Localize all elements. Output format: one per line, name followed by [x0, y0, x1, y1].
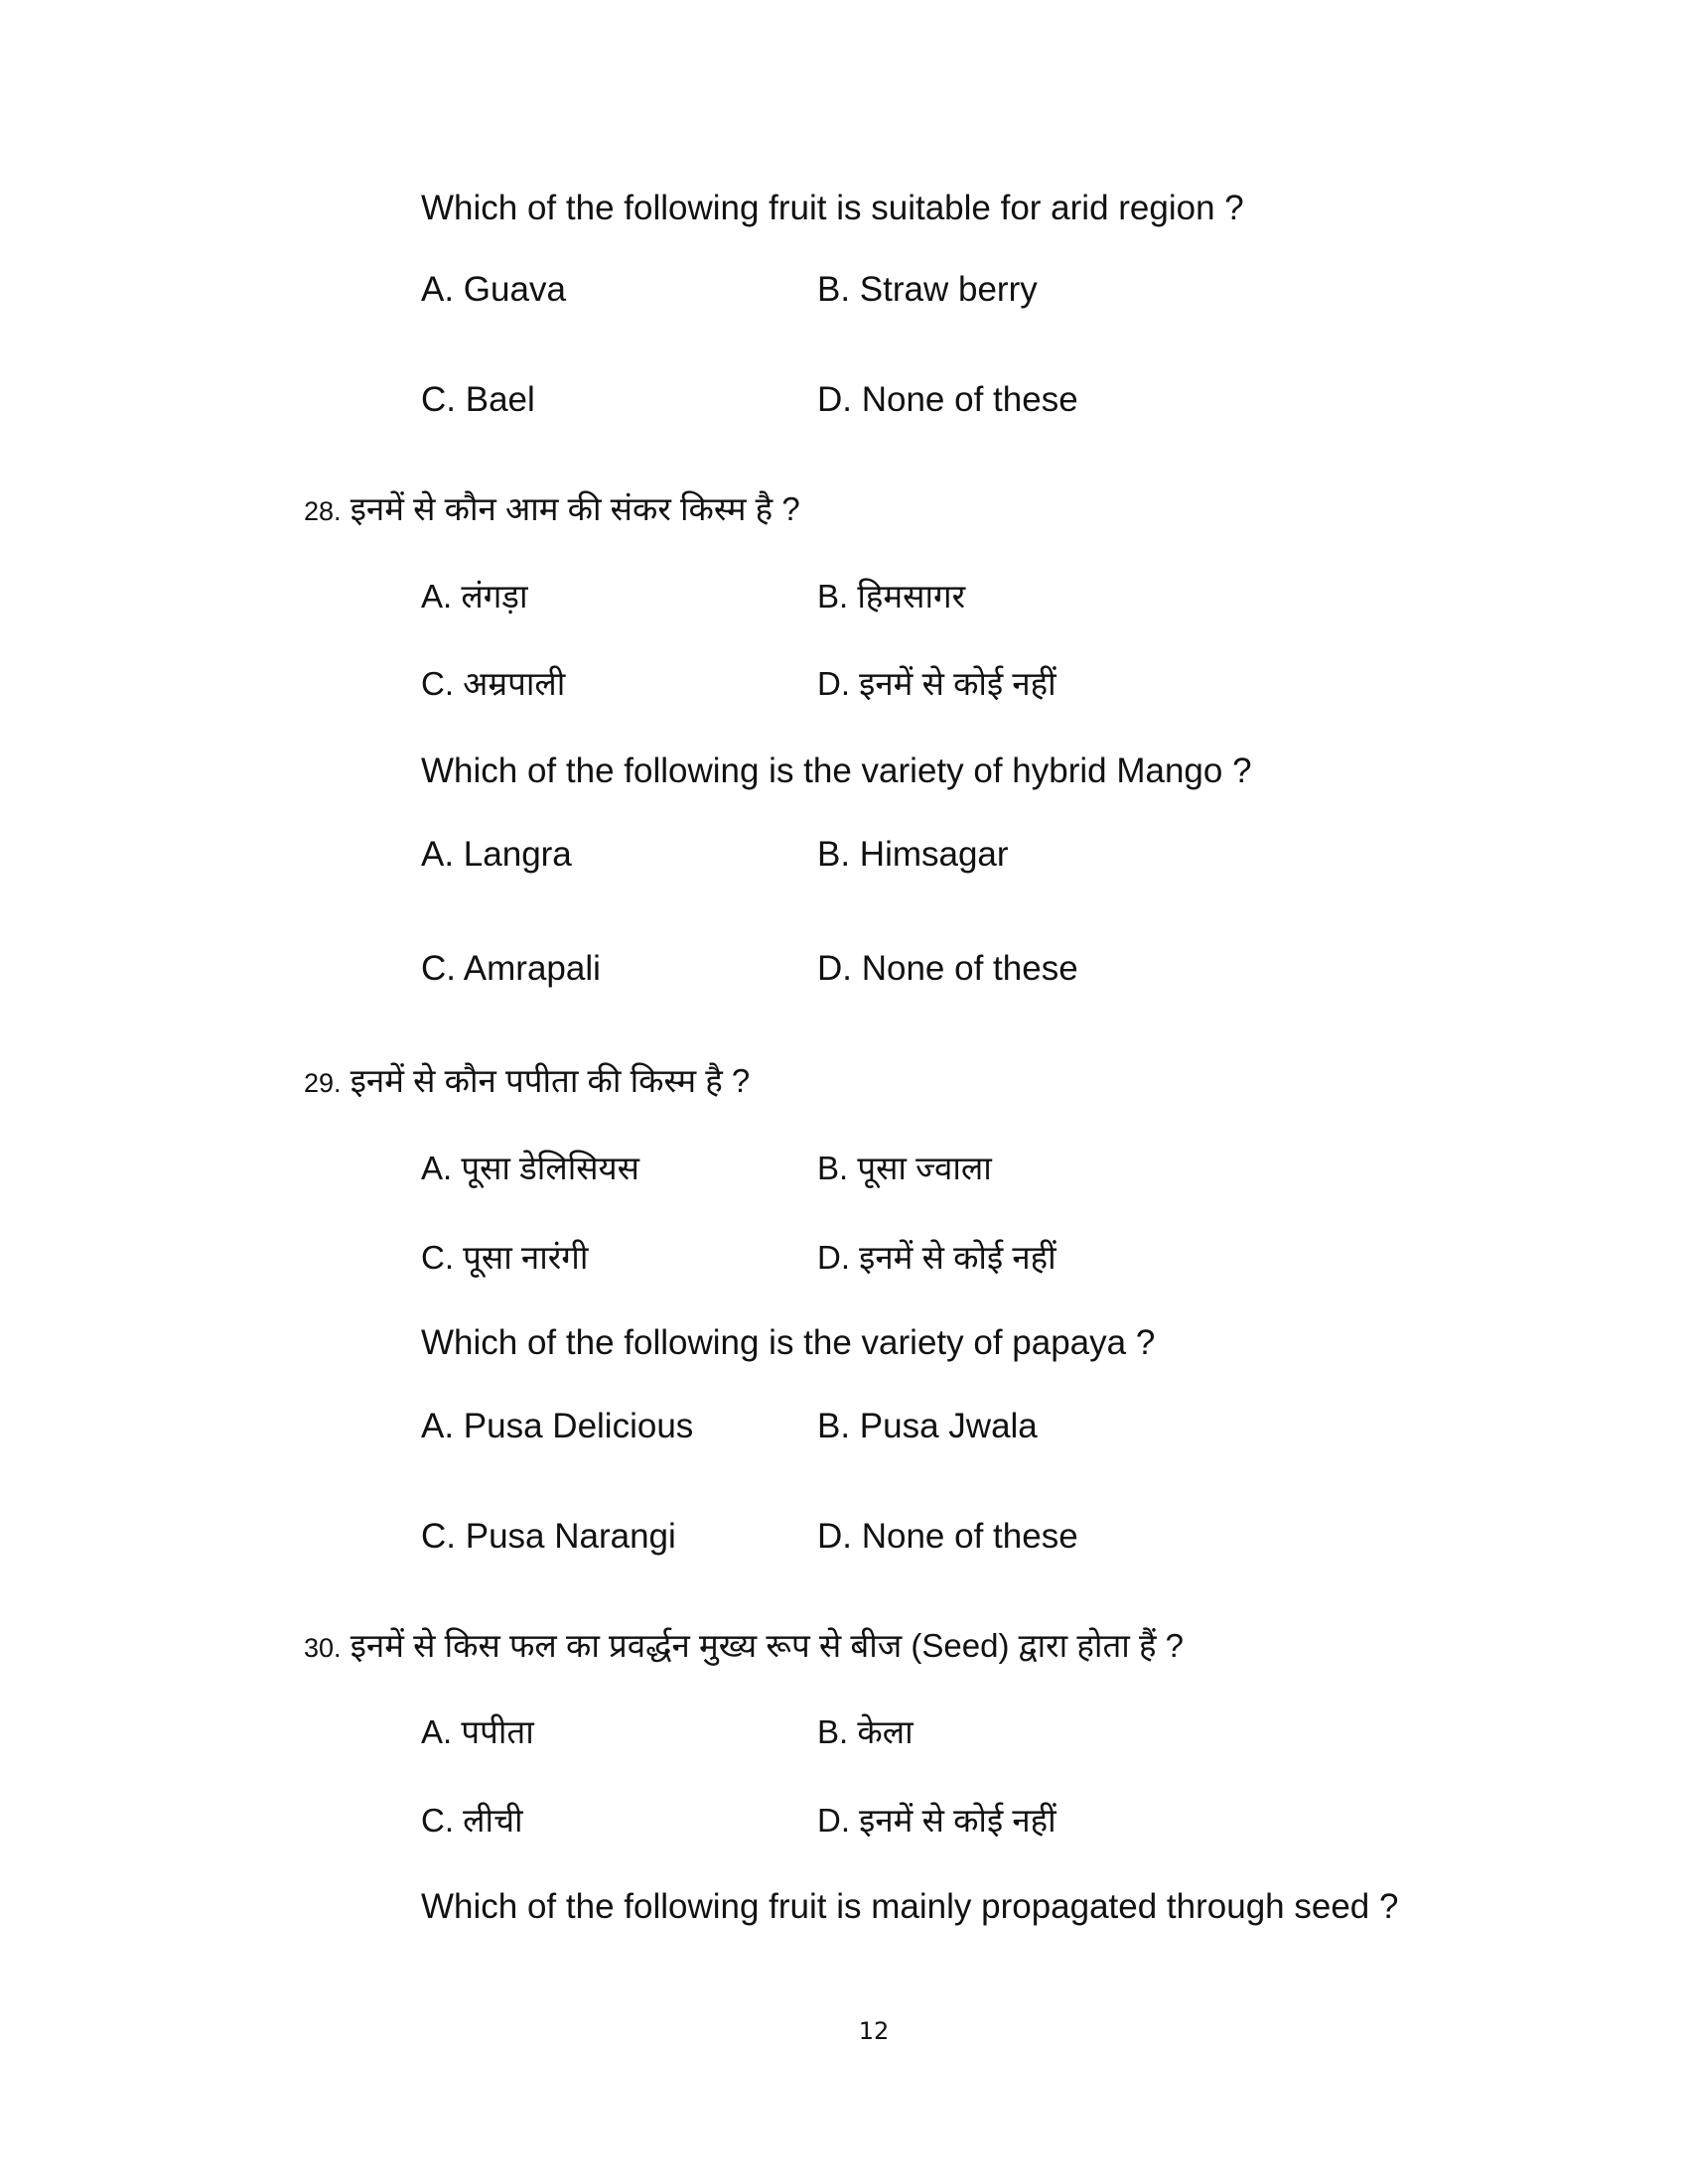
- question-number: 29.: [304, 1068, 342, 1098]
- option-b: B. Himsagar: [817, 835, 1009, 874]
- hindi-option-b: B. हिमसागर: [817, 578, 966, 614]
- question-english: Which of the following is the variety of hybrid Mango ?: [421, 751, 1252, 790]
- question-number: 28.: [304, 496, 342, 526]
- question-hindi-text: इनमें से किस फल का प्रवर्द्धन मुख्य रूप से बीज (Seed) द्वारा होता हैं ?: [350, 1627, 1185, 1664]
- question-hindi-text: इनमें से कौन पपीता की किस्म है ?: [350, 1062, 751, 1099]
- option-c: C. Amrapali: [421, 949, 601, 988]
- hindi-option-a: A. लंगड़ा: [421, 578, 528, 614]
- question-number: 30.: [304, 1633, 342, 1663]
- hindi-option-c: C. पूसा नारंगी: [421, 1239, 589, 1276]
- option-a: A. Pusa Delicious: [421, 1407, 694, 1445]
- option-a: A. Langra: [421, 835, 572, 874]
- hindi-option-b: B. केला: [817, 1713, 914, 1750]
- question-hindi: [304, 487, 800, 533]
- hindi-option-b: B. पूसा ज्वाला: [817, 1150, 992, 1186]
- hindi-option-d: D. इनमें से कोई नहीं: [817, 1239, 1056, 1276]
- hindi-option-a: A. पूसा डेलिसियस: [421, 1150, 639, 1186]
- hindi-option-c: C. लीची: [421, 1802, 523, 1839]
- hindi-option-d: D. इनमें से कोई नहीं: [817, 665, 1056, 702]
- hindi-option-d: D. इनमें से कोई नहीं: [817, 1802, 1056, 1839]
- hindi-option-c: C. अम्रपाली: [421, 665, 566, 702]
- question-hindi-text: इनमें से कौन आम की संकर किस्म है ?: [350, 490, 800, 527]
- question-text: Which of the following fruit is suitable for arid region ?: [421, 189, 1244, 227]
- question-hindi: [304, 1624, 1184, 1670]
- hindi-option-a: A. पपीता: [421, 1713, 534, 1750]
- question-english: Which of the following is the variety of papaya ?: [421, 1323, 1156, 1362]
- question-hindi: [304, 1059, 750, 1105]
- question-english: Which of the following fruit is mainly propagated through seed ?: [421, 1887, 1399, 1926]
- option-b: B. Pusa Jwala: [817, 1407, 1038, 1445]
- page-number: 12: [858, 2017, 890, 2045]
- option-d: D. None of these: [817, 380, 1078, 419]
- option-c: C. Bael: [421, 380, 535, 419]
- option-b: B. Straw berry: [817, 270, 1038, 309]
- option-c: C. Pusa Narangi: [421, 1517, 676, 1556]
- option-d: D. None of these: [817, 949, 1078, 988]
- option-a: A. Guava: [421, 270, 566, 309]
- option-d: D. None of these: [817, 1517, 1078, 1556]
